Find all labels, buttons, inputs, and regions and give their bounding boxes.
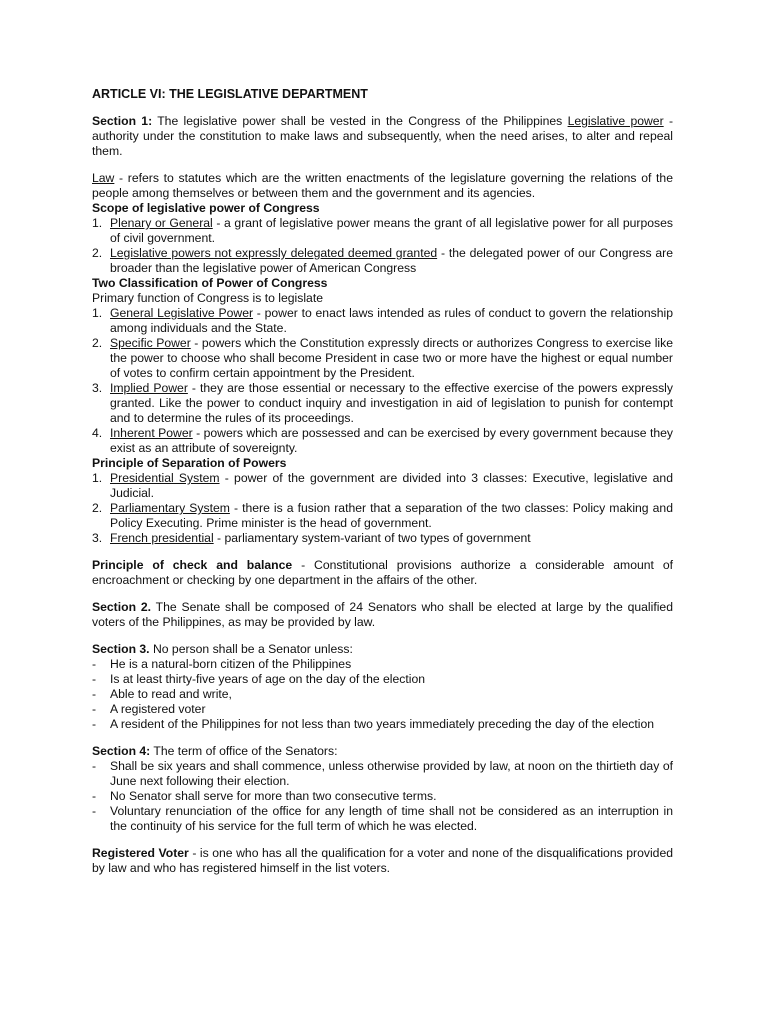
section-2-paragraph bbox=[92, 600, 673, 630]
list-item-text: - the delegated power of our Congress are broader than the legislative power of American Congress bbox=[110, 246, 673, 275]
list-item bbox=[92, 426, 673, 456]
list-item bbox=[92, 804, 673, 834]
list-item-term: Parliamentary System bbox=[110, 501, 230, 515]
separation-list bbox=[92, 471, 673, 546]
section-4-label: Section 4: bbox=[92, 744, 151, 758]
list-item bbox=[92, 702, 673, 717]
list-item-text: Shall be six years and shall commence, unless otherwise provided by law, at noon on the thirtieth day of June next following their election. bbox=[110, 759, 673, 788]
classification-intro: Primary function of Congress is to legislate bbox=[92, 291, 323, 305]
list-item-text: - a grant of legislative power means the grant of all legislative power for all purposes of civil government. bbox=[110, 216, 673, 245]
list-item-text: - power to enact laws intended as rules of conduct to govern the relationship among individuals and the State. bbox=[110, 306, 673, 335]
list-marker: 2. bbox=[92, 336, 103, 350]
list-marker: 3. bbox=[92, 381, 103, 395]
registered-voter-term: Registered Voter bbox=[92, 846, 189, 860]
law-definition: - refers to statutes which are the written enactments of the legislature governing the relations of the people among themselves or between them and the government and its agencies. bbox=[92, 171, 673, 200]
registered-voter-paragraph bbox=[92, 846, 673, 876]
list-marker: 2. bbox=[92, 246, 103, 260]
section-4-list bbox=[92, 759, 673, 834]
list-item-term: Legislative powers not expressly delegated deemed granted bbox=[110, 246, 438, 260]
classification-list bbox=[92, 306, 673, 456]
list-marker: - bbox=[92, 759, 97, 773]
list-item-text: Able to read and write, bbox=[110, 687, 232, 701]
section-2-label: Section 2. bbox=[92, 600, 152, 614]
section-1-label: Section 1: bbox=[92, 114, 153, 128]
list-item-text: A resident of the Philippines for not less than two years immediately preceding the day of the election bbox=[110, 717, 655, 731]
list-item-text: No Senator shall serve for more than two consecutive terms. bbox=[110, 789, 437, 803]
list-item bbox=[92, 471, 673, 501]
list-item-text: A registered voter bbox=[110, 702, 206, 716]
separation-heading: Principle of Separation of Powers bbox=[92, 456, 287, 470]
scope-list bbox=[92, 216, 673, 276]
law-term: Law bbox=[92, 171, 115, 185]
list-item-text: Is at least thirty-five years of age on the day of the election bbox=[110, 672, 426, 686]
list-item bbox=[92, 717, 673, 732]
list-marker: 4. bbox=[92, 426, 103, 440]
list-item-text: He is a natural-born citizen of the Philippines bbox=[110, 657, 352, 671]
list-marker: 1. bbox=[92, 471, 103, 485]
list-item-term: French presidential bbox=[110, 531, 214, 545]
check-balance-text: - Constitutional provisions authorize a considerable amount of encroachment or checking by one department in the affairs of the other. bbox=[92, 558, 673, 587]
list-marker: - bbox=[92, 687, 97, 701]
document-content bbox=[92, 87, 673, 876]
list-marker: - bbox=[92, 804, 97, 818]
list-marker: - bbox=[92, 702, 97, 716]
list-item bbox=[92, 672, 673, 687]
scope-heading: Scope of legislative power of Congress bbox=[92, 201, 320, 215]
list-marker: 1. bbox=[92, 306, 103, 320]
legislative-power-definition: - authority under the constitution to make laws and subsequently, when the need arises, to alter and repeal them. bbox=[92, 114, 674, 158]
list-item-text: - power of the government are divided into 3 classes: Executive, legislative and Judicial. bbox=[110, 471, 673, 500]
list-item bbox=[92, 216, 673, 246]
list-item-text: - parliamentary system-variant of two types of government bbox=[213, 531, 531, 545]
legislative-power-term: Legislative power bbox=[567, 114, 664, 128]
list-item bbox=[92, 789, 673, 804]
list-item bbox=[92, 531, 673, 546]
list-item bbox=[92, 306, 673, 336]
list-marker: - bbox=[92, 717, 97, 731]
list-item-text: - powers which are possessed and can be exercised by every government because they exist as an attribute of sovereignty. bbox=[110, 426, 673, 455]
article-title: ARTICLE VI: THE LEGISLATIVE DEPARTMENT bbox=[92, 87, 368, 101]
list-item-text: - they are those essential or necessary to the effective exercise of the powers expressly granted. Like the power to conduct inquiry and investigation in aid of legislation to punish for contempt and to determine the rules of its proceedings. bbox=[110, 381, 673, 425]
section-3-text: No person shall be a Senator unless: bbox=[149, 642, 353, 656]
section-3-list bbox=[92, 657, 673, 732]
check-balance-term: Principle of check and balance bbox=[92, 558, 293, 572]
list-marker: 1. bbox=[92, 216, 103, 230]
section-4-paragraph bbox=[92, 744, 673, 759]
law-paragraph bbox=[92, 171, 673, 201]
list-item-term: Plenary or General bbox=[110, 216, 213, 230]
list-item bbox=[92, 501, 673, 531]
list-item-text: - there is a fusion rather that a separation of the two classes: Policy making and Policy Executing. Prime minister is the head of government. bbox=[110, 501, 673, 530]
section-4-text: The term of office of the Senators: bbox=[150, 744, 338, 758]
list-item bbox=[92, 336, 673, 381]
list-item bbox=[92, 687, 673, 702]
section-3-paragraph bbox=[92, 642, 673, 657]
check-balance-paragraph bbox=[92, 558, 673, 588]
list-item bbox=[92, 657, 673, 672]
list-marker: 2. bbox=[92, 501, 103, 515]
registered-voter-text: - is one who has all the qualification for a voter and none of the disqualifications provided by law and who has registered himself in the list voters. bbox=[92, 846, 673, 875]
list-marker: - bbox=[92, 789, 97, 803]
section-1-paragraph bbox=[92, 114, 673, 159]
list-item-term: Inherent Power bbox=[110, 426, 193, 440]
list-item bbox=[92, 381, 673, 426]
list-item bbox=[92, 246, 673, 276]
list-item-text: Voluntary renunciation of the office for any length of time shall not be considered as an interruption in the continuity of his service for the full term of which he was elected. bbox=[110, 804, 673, 833]
section-2-text: The Senate shall be composed of 24 Senators who shall be elected at large by the qualified voters of the Philippines, as may be provided by law. bbox=[92, 600, 673, 629]
section-1-text: The legislative power shall be vested in the Congress of the Philippines bbox=[152, 114, 568, 128]
section-3-label: Section 3. bbox=[92, 642, 150, 656]
list-item bbox=[92, 759, 673, 789]
list-item-term: Specific Power bbox=[110, 336, 191, 350]
list-item-term: Implied Power bbox=[110, 381, 188, 395]
list-item-term: Presidential System bbox=[110, 471, 220, 485]
list-marker: - bbox=[92, 657, 97, 671]
list-marker: 3. bbox=[92, 531, 103, 545]
list-item-text: - powers which the Constitution expressly directs or authorizes Congress to exercise like the power to choose who shall become President in case two or more have the highest or equal number of votes to confirm certain appointment by the President. bbox=[110, 336, 673, 380]
classification-heading: Two Classification of Power of Congress bbox=[92, 276, 328, 290]
list-item-term: General Legislative Power bbox=[110, 306, 254, 320]
list-marker: - bbox=[92, 672, 97, 686]
